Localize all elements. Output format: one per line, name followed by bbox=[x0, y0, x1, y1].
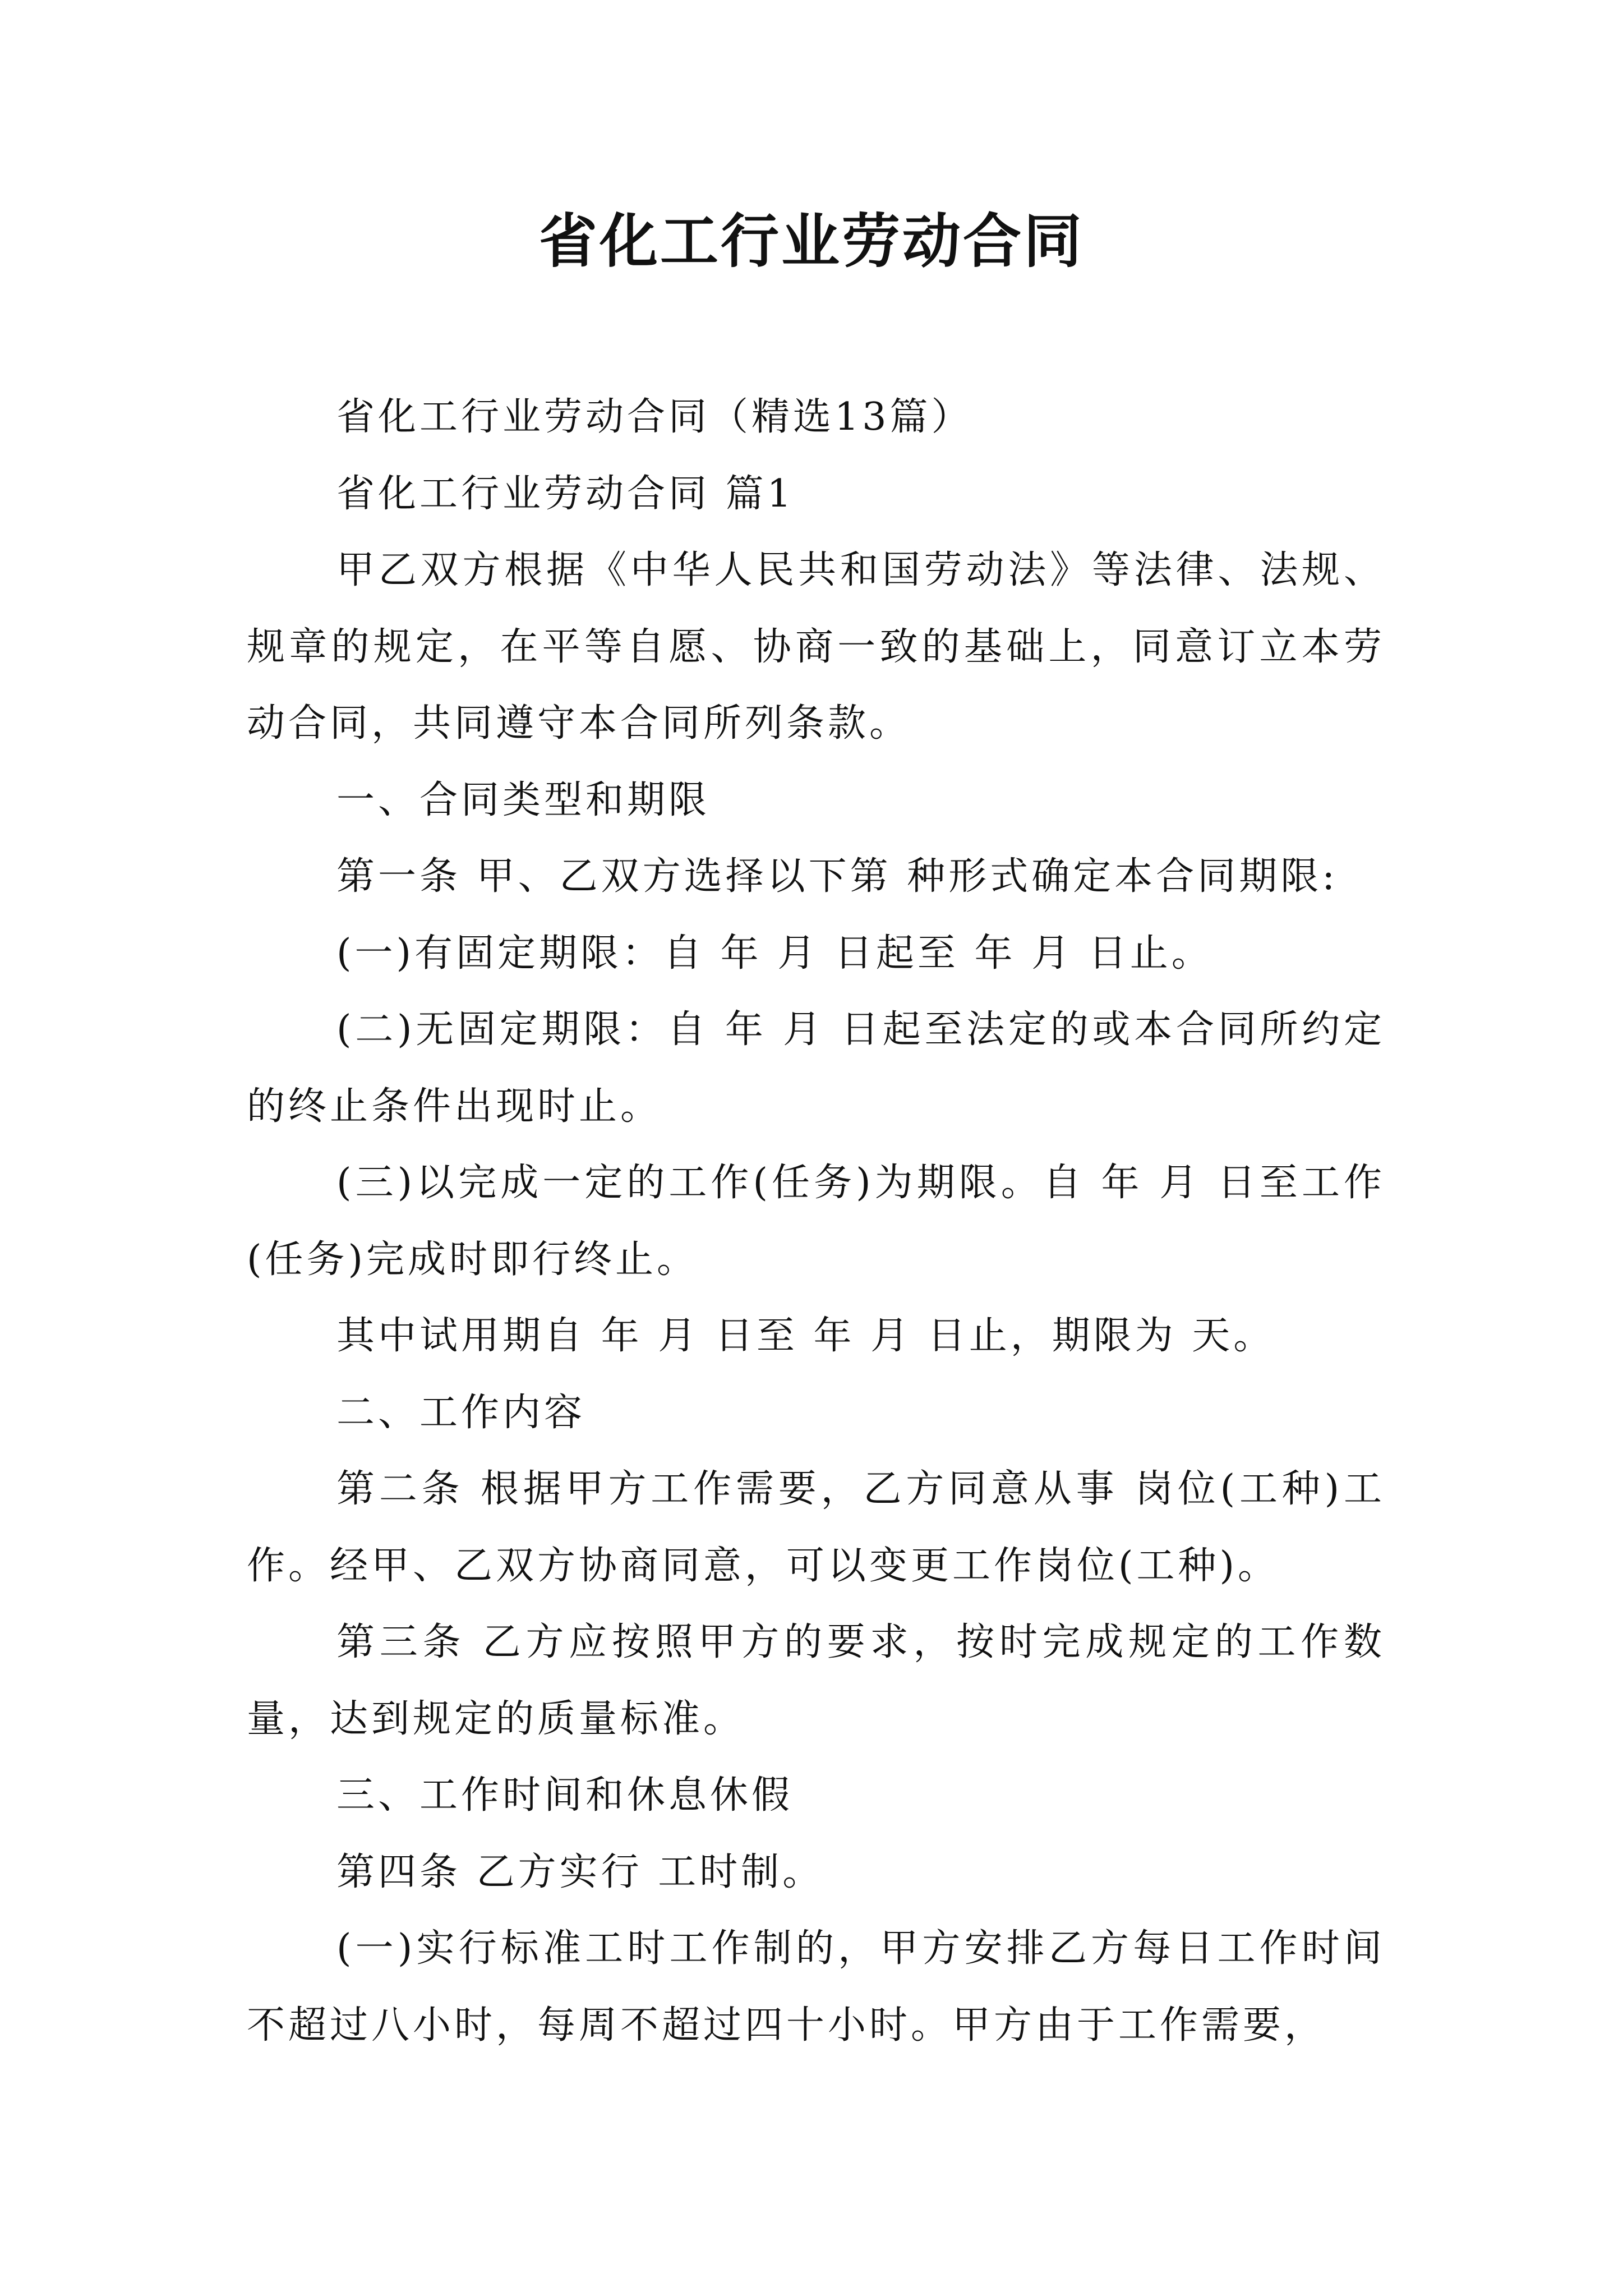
article-2: 第二条 根据甲方工作需要，乙方同意从事 岗位(工种)工作。经甲、乙双方协商同意，可以变更工作岗位(工种)。 bbox=[247, 1467, 1385, 1588]
probation-period: 其中试用期自 年 月 日至 年 月 日止，期限为 天。 bbox=[336, 1314, 1275, 1358]
paragraph-section-heading: 省化工行业劳动合同 篇1 bbox=[336, 471, 795, 516]
heading-contract-type-term: 一、合同类型和期限 bbox=[336, 777, 711, 822]
article-1: 第一条 甲、乙双方选择以下第 种形式确定本合同期限: bbox=[336, 854, 1339, 899]
document-body bbox=[247, 379, 1385, 2064]
article-1-item-3: (三)以完成一定的工作(任务)为期限。自 年 月 日至工作(任务)完成时即行终止。 bbox=[247, 1161, 1385, 1282]
heading-work-content: 二、工作内容 bbox=[336, 1390, 586, 1435]
paragraph-preamble: 甲乙双方根据《中华人民共和国劳动法》等法律、法规、规章的规定，在平等自愿、协商一致的基础上，同意订立本劳动合同，共同遵守本合同所列条款。 bbox=[247, 548, 1385, 746]
document-title: 省化工行业劳动合同 bbox=[538, 206, 1084, 275]
heading-working-hours: 三、工作时间和休息休假 bbox=[336, 1773, 794, 1818]
article-4: 第四条 乙方实行 工时制。 bbox=[336, 1849, 824, 1894]
paragraph-subtitle: 省化工行业劳动合同（精选13篇） bbox=[336, 395, 973, 439]
article-1-item-2: (二)无固定期限：自 年 月 日起至法定的或本合同所约定的终止条件出现时止。 bbox=[247, 1007, 1385, 1129]
article-1-item-1: (一)有固定期限：自 年 月 日起至 年 月 日止。 bbox=[336, 931, 1213, 976]
article-3: 第三条 乙方应按照甲方的要求，按时完成规定的工作数量，达到规定的质量标准。 bbox=[247, 1620, 1385, 1741]
article-4-item-1: (一)实行标准工时工作制的，甲方安排乙方每日工作时间不超过八小时，每周不超过四十小时。甲方由于工作需要， bbox=[247, 1926, 1385, 2047]
